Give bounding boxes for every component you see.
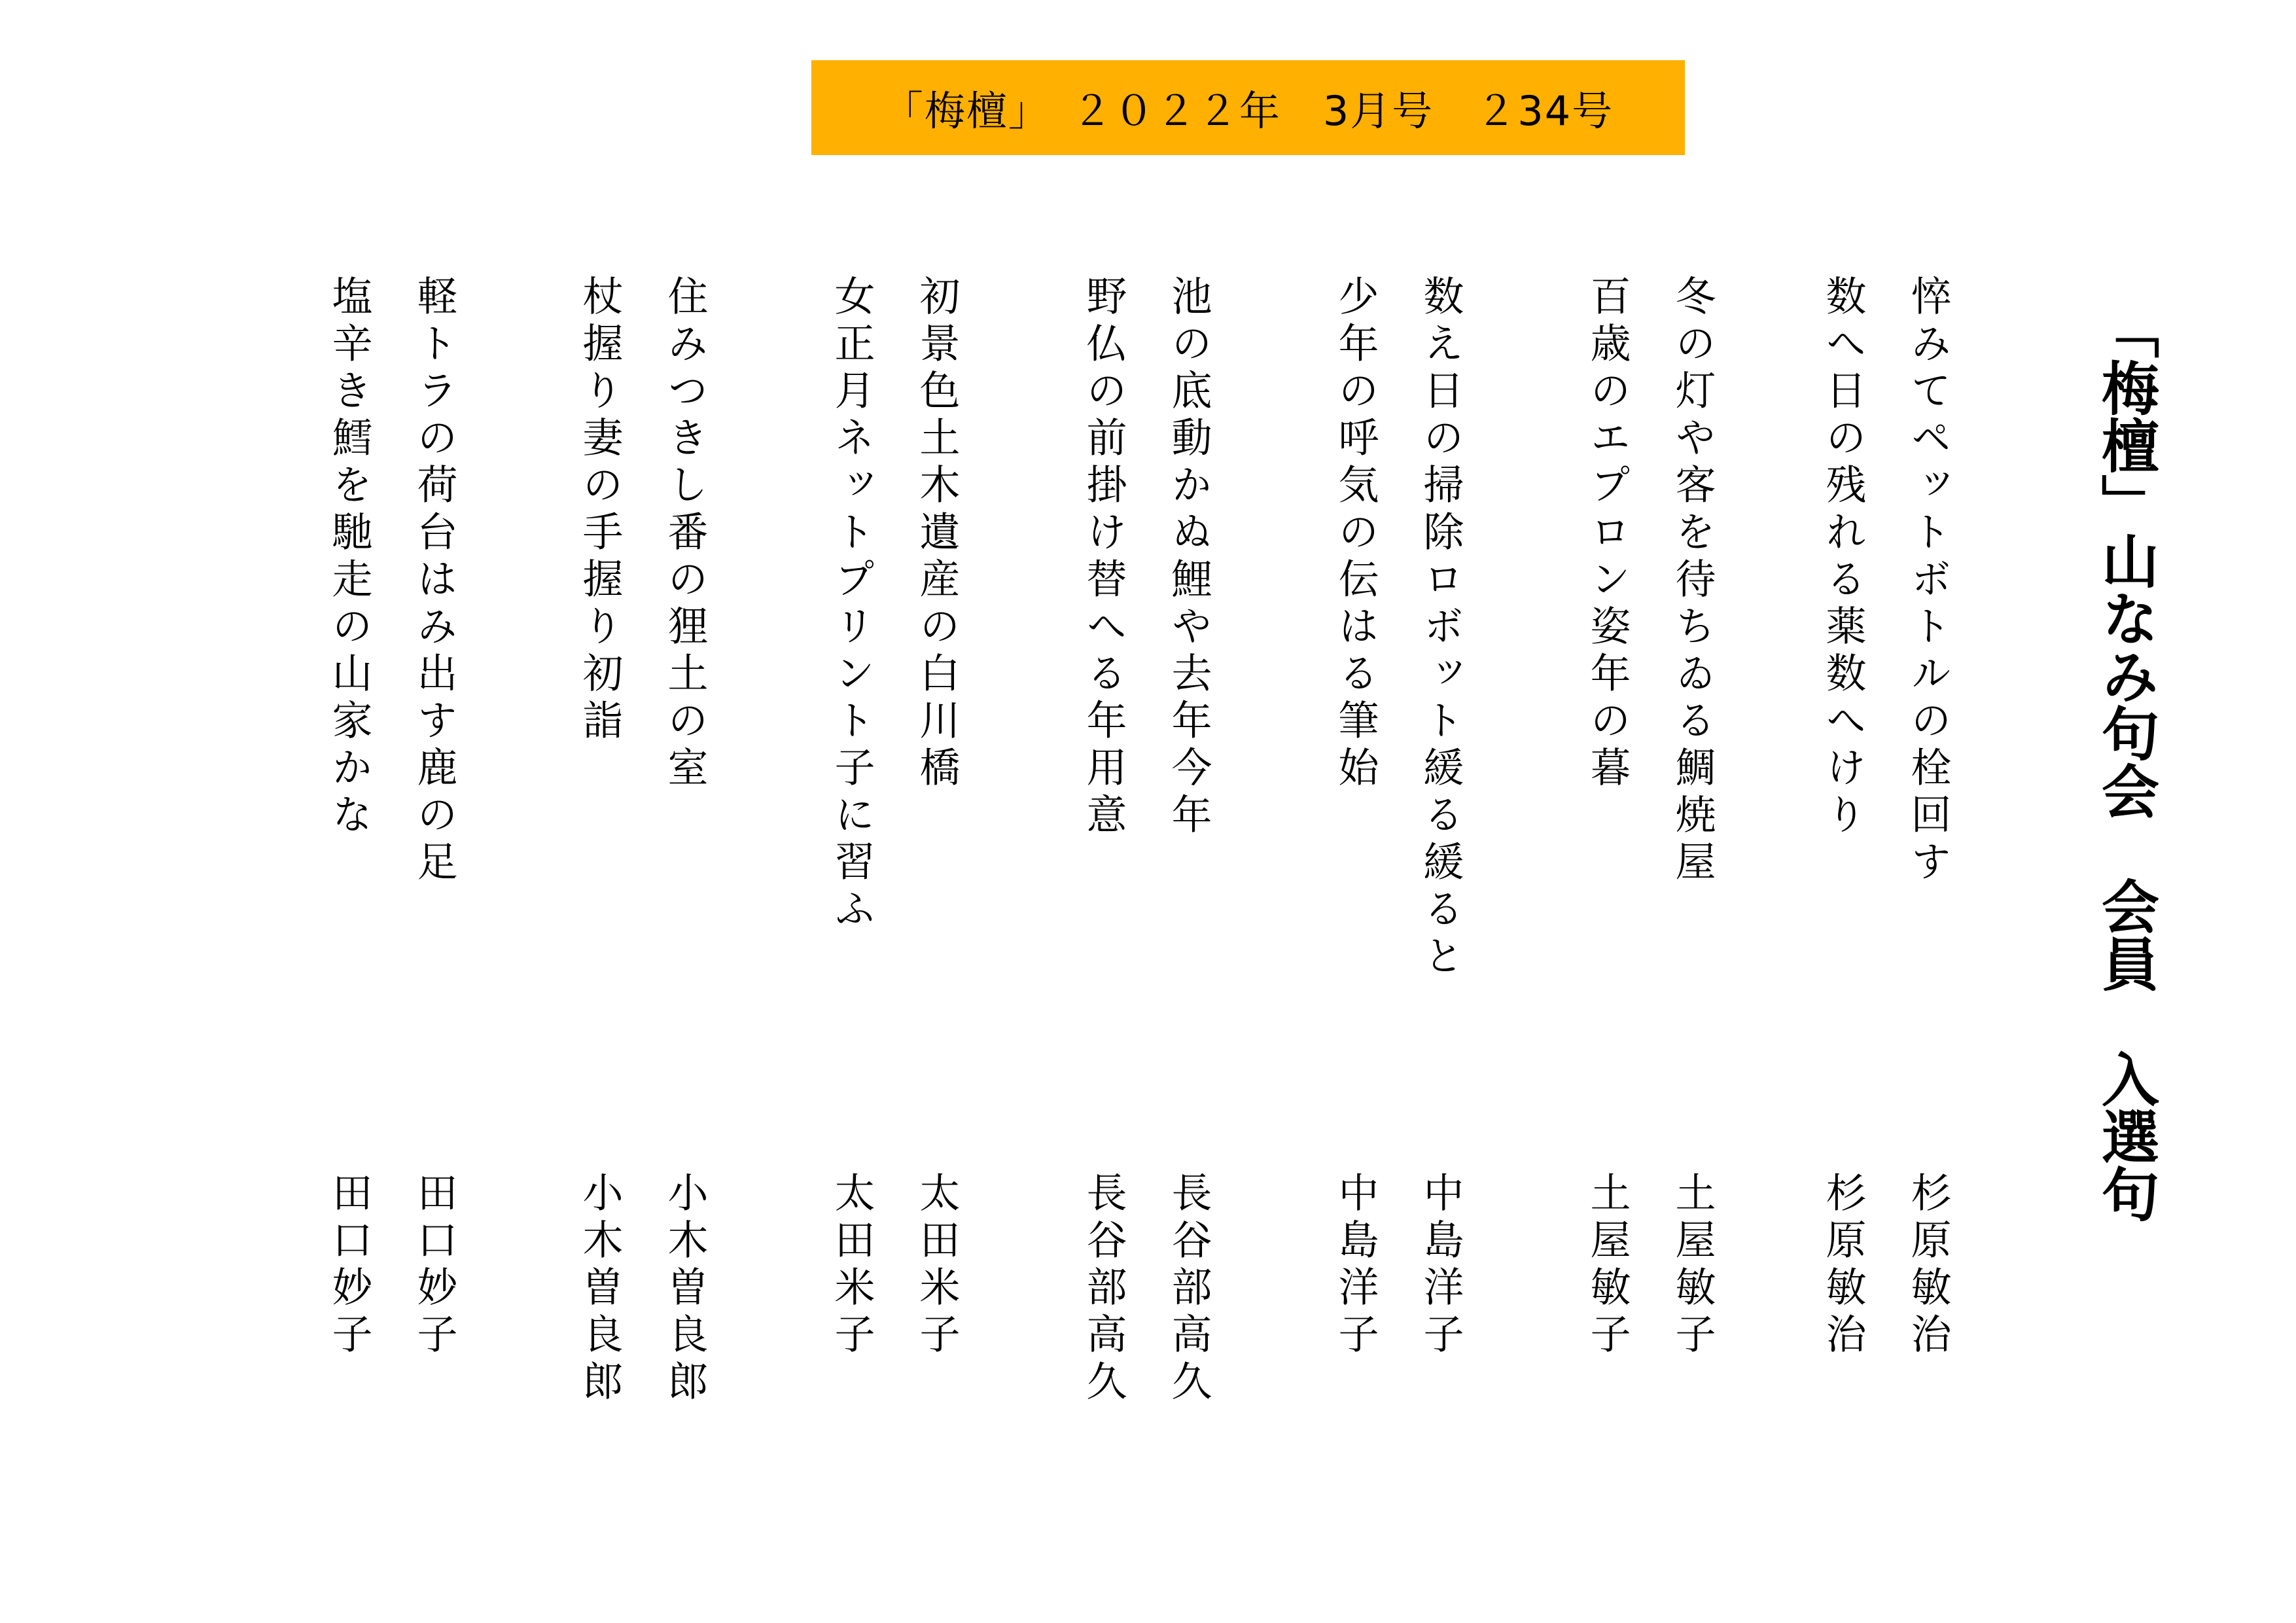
- poem-author-1: 杉原敏治: [1904, 1171, 1952, 1360]
- header-title: 「梅檀」 ２０２２年 3月号 ２34号: [882, 87, 1614, 135]
- poem-author-7: 長谷部高久: [1165, 1171, 1212, 1407]
- poem-author-3: 土屋敏子: [1669, 1171, 1716, 1360]
- header-banner: [811, 60, 1685, 155]
- poem-verse-1: 悴みてペットボトルの栓回す: [1904, 275, 1952, 887]
- poem-author-4: 土屋敏子: [1583, 1171, 1631, 1360]
- poem-author-2: 杉原敏治: [1819, 1171, 1867, 1360]
- poem-author-12: 小木曽良郎: [576, 1171, 624, 1407]
- poem-author-14: 田口妙子: [325, 1171, 373, 1360]
- poem-verse-13: 軽トラの荷台はみ出す鹿の足: [410, 275, 458, 887]
- poem-author-6: 中島洋子: [1332, 1171, 1379, 1360]
- poem-verse-8: 野仏の前掛け替へる年用意: [1080, 275, 1127, 840]
- poem-author-11: 小木曽良郎: [661, 1171, 709, 1407]
- poem-verse-2: 数へ日の残れる薬数へけり: [1819, 275, 1867, 840]
- poem-author-9: 太田米子: [913, 1171, 961, 1360]
- poem-verse-9: 初景色土木遺産の白川橋: [913, 275, 961, 793]
- poem-verse-4: 百歳のエプロン姿年の暮: [1583, 275, 1631, 793]
- poem-verse-12: 杖握り妻の手握り初詣: [576, 275, 624, 746]
- poem-verse-14: 塩辛き鱈を馳走の山家かな: [325, 275, 373, 840]
- poem-verse-6: 少年の呼気の伝はる筆始: [1332, 275, 1379, 793]
- poem-verse-7: 池の底動かぬ鯉や去年今年: [1165, 275, 1212, 840]
- poem-verse-5: 数え日の掃除ロボット緩る緩ると: [1417, 275, 1464, 982]
- poem-verse-10: 女正月ネットプリント子に習ふ: [828, 275, 875, 935]
- poem-author-8: 長谷部高久: [1080, 1171, 1127, 1407]
- poem-verse-3: 冬の灯や客を待ちゐる鯛焼屋: [1669, 275, 1716, 887]
- poem-author-13: 田口妙子: [410, 1171, 458, 1360]
- page-title: 「梅檀」山なみ句会 会員 入選句: [2093, 301, 2160, 1222]
- poem-author-5: 中島洋子: [1417, 1171, 1464, 1360]
- poem-author-10: 太田米子: [828, 1171, 875, 1360]
- poem-verse-11: 住みつきし番の狸土の室: [661, 275, 709, 793]
